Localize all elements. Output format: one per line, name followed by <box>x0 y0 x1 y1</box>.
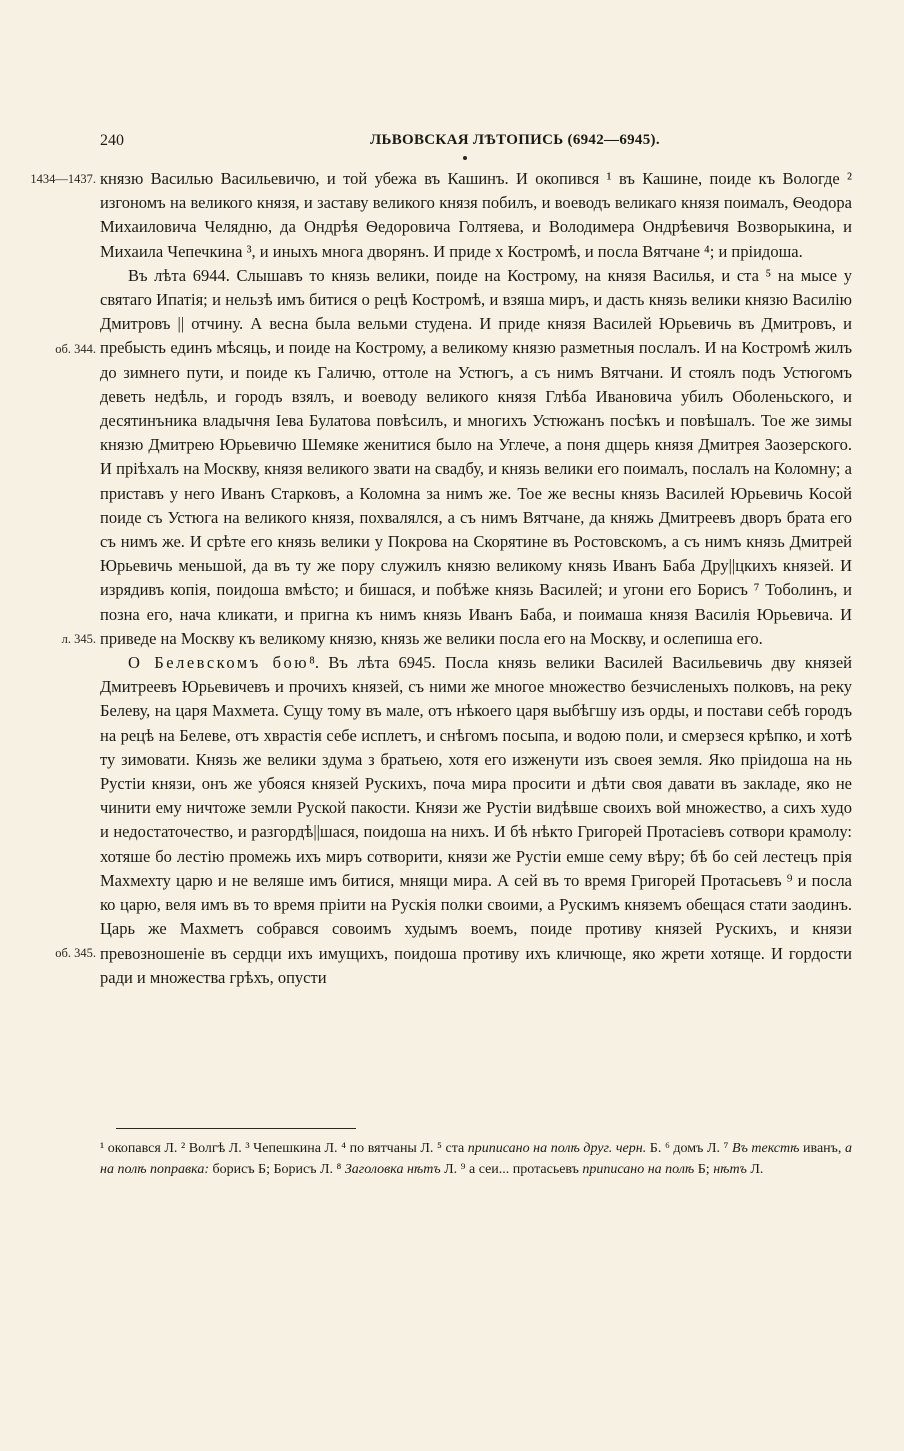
margin-note-leaf: л. 345. <box>61 632 96 646</box>
footnote-italic: приписано на полѣ <box>582 1162 695 1177</box>
paragraph: Въ лѣта 6944. Слышавъ то князь велики, поиде на Кострому, на князя Василья, и ста ⁵ на мысе у святаго Ипатiя; и нельзѣ имъ битися о рецѣ Костромѣ, и взяша миръ, и дасть князь велики князю Василiю Дмитровъ || отчину. А весна была вельми студена. И приде князя Василей Юрьевичь въ Дмитровъ, и пребысть единъ мѣсяць, и поиде на Кострому, а великому князю разметныя послалъ. И на Костромѣ жилъ до зимнего пути, и поиде къ Галичю, оттоле на Устюгъ, а съ нимъ Вятчани. И стоялъ подъ Устюгомъ деветь недѣль, и городъ взялъ, и воеводу великого князя Глѣба Ивановича убилъ Оболеньского, и десятинъника владычня Iева Булатова повѣсилъ, и многихъ Устюжанъ посѣкъ и повѣшалъ. Тое же зимы князю Дмитрею Юрьевичю Шемяке женитися было на Углече, а поня дщерь князя Дмитрея Заозерского. И прiѣхалъ на Москву, князя великого звати на свадбу, и князь велики его поималъ, послалъ на Коломну; а приставъ у него Иванъ Старковъ, а Коломна за нимъ же. Тое же весны князь Василей Юрьевичь Косой поиде съ Устюга на великого князя, похвалялся, а съ нимъ Вятчане, да княжь Дмитреевъ дворъ брата его съ нимъ же. И срѣте его князь велики у Покрова на Скорятине въ Ростовскомъ, а съ нимъ князь Дмитрей Юрьевичь меньшой, да въ ту же пору служилъ князю великому князь Иванъ Баба Дру||цкихъ князей. И изрядивъ копiя, поидоша вмѣсто; и бишася, и побѣже князь Василей; и угони его Борисъ ⁷ Тоболинъ, и позна его, нача кликати, и пригна къ нимъ князь Иванъ Баба, и поимаша князя Василiя Юрьевича. И приведе на Москву къ великому князю, князь же велики посла его на Москву, и ослепиша его. <box>100 265 852 648</box>
footnote-part: Б. ⁶ домъ Л. ⁷ <box>646 1141 733 1156</box>
footnote-part: борисъ Б; Борисъ Л. ⁸ <box>208 1162 345 1177</box>
footnote-italic: Въ текстѣ <box>732 1141 800 1156</box>
chronicle-text <box>100 167 852 990</box>
footnote-part: иванъ, <box>799 1141 845 1156</box>
footnote-part: Б; <box>694 1162 714 1177</box>
footnote-rule <box>116 1128 356 1129</box>
running-title: ЛЬВОВСКАЯ ЛѢТОПИСЬ (6942—6945). <box>370 132 660 148</box>
margin-note-folio: об. 345. <box>55 946 96 960</box>
ink-dot <box>463 156 467 160</box>
footnote-italic: приписано на полѣ друг. черн. <box>467 1141 647 1156</box>
footnote-italic: а на полѣ поправка: <box>100 1141 852 1177</box>
margin-note-folio: об. 344. <box>55 342 96 356</box>
footnote-part: ¹ окопався Л. ² Волгѣ Л. ³ Чепешкина Л. ⁴ по вятчаны Л. ⁵ ста <box>100 1141 468 1156</box>
page-number: 240 <box>100 132 124 149</box>
footnote-part: Л. ⁹ а сеи... протасьевъ <box>440 1162 583 1177</box>
section-text: ⁸. Въ лѣта 6945. Посла князь велики Василей Васильевичь дву князей Дмитреевъ Юрьевичевъ и прочихъ князей, съ ними же многое множество безчисленыхъ полковъ, на реку Белеву, на царя Махмета. Сущу тому въ мале, отъ нѣкоего царя выбѣгшу изъ орды, и постави себѣ городъ на рецѣ на Белеве, отъ хврастiя себе исплетъ, и снѣгомъ посыпа, и водою поли, и смерзеся крѣпко, и хотѣ ту зимовати. Князь же велики здума з братьею, хотя его изженути изъ своея земля. Яко прiидоша на нь Рустiи князи, онъ же убояся князей Рускихъ, поча мира просити и дѣти своя давати въ закладе, яко не чинити ему ничтоже земли Руской пакости. Князи же Рустiи видѣвше своихъ вой множество, а сихъ худо и недостаточество, и разгордѣ||шася, поидоша на нихъ. И бѣ нѣкто Григорей Протасiевъ сотвори крамолу: хотяше бо лестiю промежь ихъ миръ сотворити, князи же Рустiи емше сему вѣру; бѣ бо сей лестецъ прiя Махмехту царю и не веляше имъ битися, мнящи мира. А сей въ то время Григорей Протасьевъ ⁹ и посла ко царю, веля имъ въ то время прiити на Рускiя полки своими, а Рускимъ княземъ обещася стати заодинъ. Царь же Махметъ собрався совоимъ худымъ воемъ, поиде противу князей Рускихъ, и князи превозношенiе въ сердци ихъ имущихъ, поидоша противу ихъ кличюще, яко жрети хотяще. И гордости ради и множества грѣхъ, опусти <box>100 653 852 987</box>
page-header <box>100 132 852 154</box>
paragraph: князю Василью Васильевичю, и той убежа въ Кашинъ. И окопився ¹ въ Кашине, поиде къ Вологде ² изгономъ на великого князя, и заставу великого князя побилъ, и воеводъ великаго князя поималъ, Ѳеодора Михаиловича Челядню, да Ондрѣя Ѳедоровича Голтяева, и Володимера Ондрѣевичя Возворыкина, и Михаила Чепечкина ³, и иныхъ многа дворянъ. И приде х Костромѣ, и посла Вятчане ⁴; и прiидоша. <box>100 169 852 261</box>
footnotes <box>100 1138 852 1180</box>
footnote-italic: Заголовка нѣтъ <box>344 1162 441 1177</box>
footnote-part: Л. <box>746 1162 764 1177</box>
margin-note-years: 1434—1437. <box>30 172 96 186</box>
footnote-italic: нѣтъ <box>713 1162 747 1177</box>
section-heading: О Белевскомъ бою <box>128 653 310 673</box>
belev-section <box>100 651 852 990</box>
